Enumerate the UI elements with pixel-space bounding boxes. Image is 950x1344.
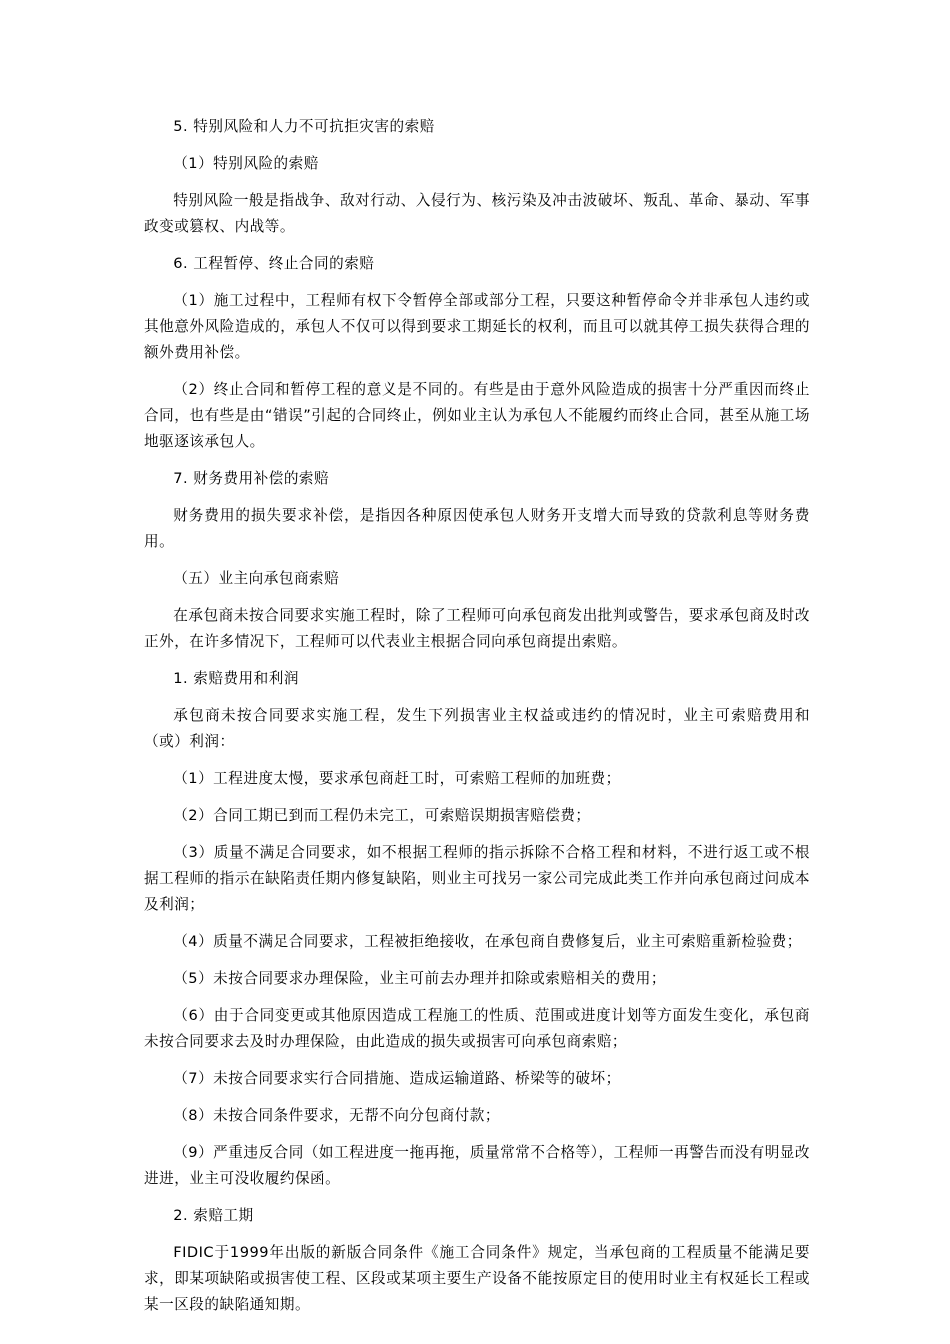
body-paragraph: 在承包商未按合同要求实施工程时，除了工程师可向承包商发出批判或警告，要求承包商及时改正外，在许多情况下，工程师可以代表业主根据合同向承包商提出索赔。 — [144, 607, 810, 650]
document-page — [144, 114, 810, 1318]
section-heading-7: 7. 财务费用补偿的索赔 — [173, 470, 330, 487]
list-item: （9）严重违反合同（如工程进度一拖再拖，质量常常不合格等），工程师一再警告而没有明显改进进，业主可没收履约保函。 — [144, 1144, 810, 1187]
body-paragraph: （2）终止合同和暂停工程的意义是不同的。有些是由于意外风险造成的损害十分严重因而终止合同，也有些是由“错误”引起的合同终止，例如业主认为承包人不能履约而终止合同，甚至从施工场地驱逐该承包人。 — [144, 381, 810, 450]
body-paragraph: 特别风险一般是指战争、敌对行动、入侵行为、核污染及冲击波破坏、叛乱、革命、暴动、军事政变或篡权、内战等。 — [144, 192, 810, 235]
list-item: （5）未按合同要求办理保险，业主可前去办理并扣除或索赔相关的费用； — [173, 970, 666, 987]
body-paragraph: 承包商未按合同要求实施工程，发生下列损害业主权益或违约的情况时，业主可索赔费用和（或）利润： — [144, 707, 810, 750]
list-item: （2）合同工期已到而工程仍未完工，可索赔误期损害赔偿费； — [173, 807, 591, 824]
list-item: （1）工程进度太慢，要求承包商赶工时，可索赔工程师的加班费； — [173, 770, 621, 787]
list-item: （3）质量不满足合同要求，如不根据工程师的指示拆除不合格工程和材料，不进行返工或不根据工程师的指示在缺陷责任期内修复缺陷，则业主可找另一家公司完成此类工作并向承包商过问成本及利润； — [144, 844, 810, 913]
section-heading-1: 1. 索赔费用和利润 — [173, 670, 299, 687]
section-heading-five: （五）业主向承包商索赔 — [173, 570, 340, 587]
list-item: （6）由于合同变更或其他原因造成工程施工的性质、范围或进度计划等方面发生变化，承包商未按合同要求去及时办理保险，由此造成的损失或损害可向承包商索赔； — [144, 1007, 810, 1050]
body-paragraph: 财务费用的损失要求补偿，是指因各种原因使承包人财务开支增大而导致的贷款利息等财务费用。 — [144, 507, 810, 550]
section-heading-6: 6. 工程暂停、终止合同的索赔 — [173, 255, 375, 272]
body-paragraph: （1）施工过程中，工程师有权下令暂停全部或部分工程，只要这种暂停命令并非承包人违约或其他意外风险造成的，承包人不仅可以得到要求工期延长的权利，而且可以就其停工损失获得合理的额外费用补偿。 — [144, 292, 810, 361]
subsection-heading: （1）特别风险的索赔 — [173, 155, 319, 172]
list-item: （7）未按合同要求实行合同措施、造成运输道路、桥梁等的破坏； — [173, 1070, 621, 1087]
list-item: （8）未按合同条件要求，无帮不向分包商付款； — [173, 1107, 500, 1124]
section-heading-2: 2. 索赔工期 — [173, 1207, 254, 1224]
section-heading-5: 5. 特别风险和人力不可抗拒灾害的索赔 — [173, 118, 435, 135]
list-item: （4）质量不满足合同要求，工程被拒绝接收，在承包商自费修复后，业主可索赔重新检验费； — [173, 933, 802, 950]
body-paragraph: FIDIC于1999年出版的新版合同条件《施工合同条件》规定，当承包商的工程质量不能满足要求，即某项缺陷或损害使工程、区段或某项主要生产设备不能按原定目的使用时业主有权延长工程或某一区段的缺陷通知期。 — [144, 1244, 810, 1313]
